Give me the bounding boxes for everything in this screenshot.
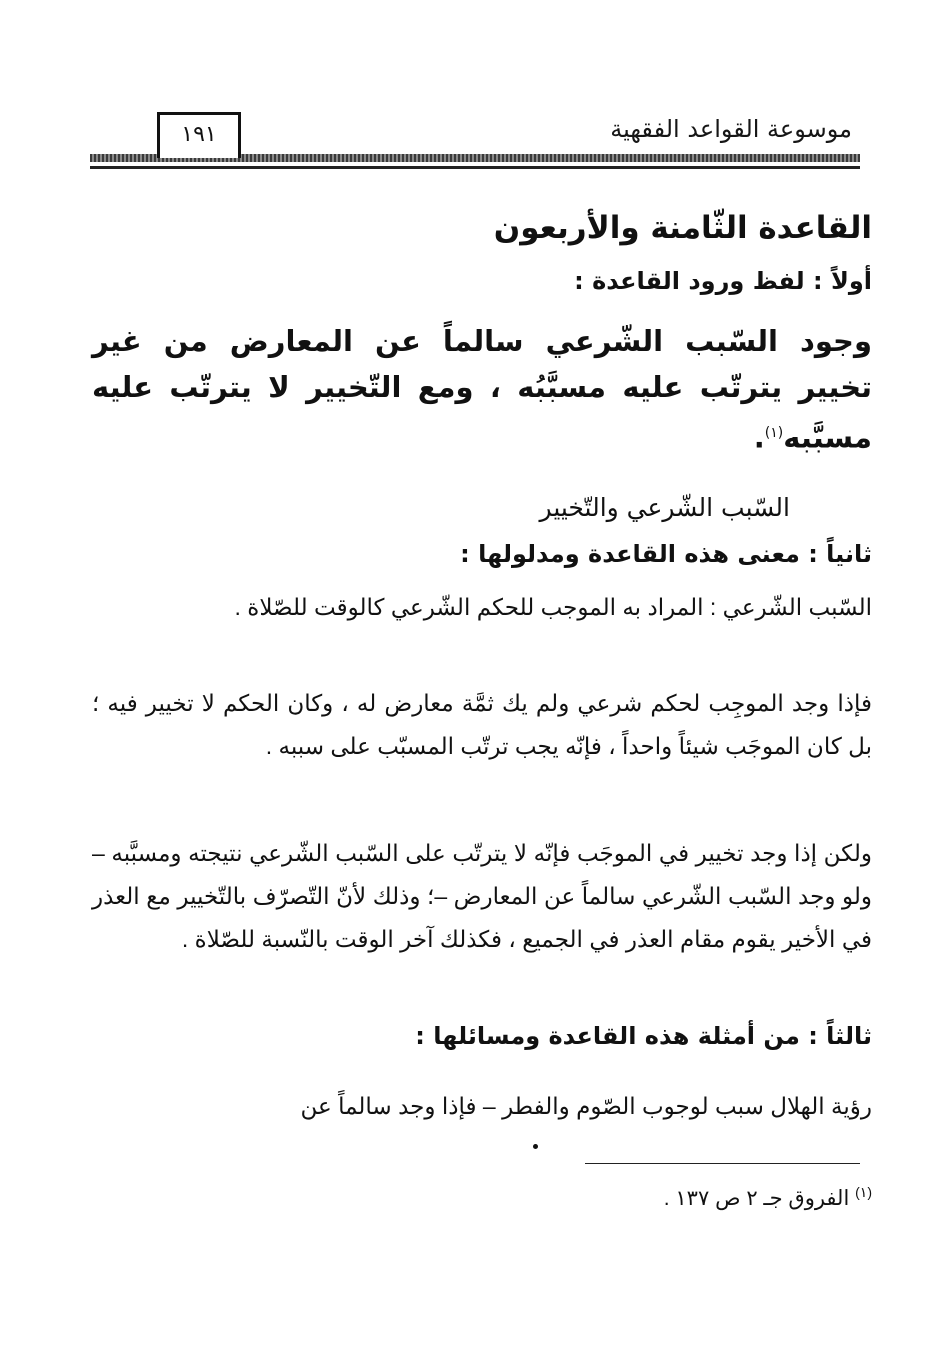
rule-end: . [753, 420, 765, 455]
paragraph-2: فإذا وجد الموجِب لحكم شرعي ولم يك ثمَّة معارض له ، وكان الحكم لا تخيير فيه ؛ بل كان الموجَب شيئاً واحداً ، فإنّه يجب ترتّب المسبّب على سببه . [92, 690, 872, 759]
footnote-marker: (١) [855, 1184, 872, 1200]
footnote-reference: (١) [764, 425, 784, 441]
part2-heading: ثانياً : معنى هذه القاعدة ومدلولها : [460, 540, 872, 568]
running-title: موسوعة القواعد الفقهية [610, 115, 852, 143]
rule-title: القاعدة الثّامنة والأربعون [493, 210, 872, 246]
paragraph-4: رؤية الهلال سبب لوجوب الصّوم والفطر – فإذا وجد سالماً عن [300, 1093, 872, 1119]
part3-heading: ثالثاً : من أمثلة هذه القاعدة ومسائلها : [415, 1022, 872, 1050]
rule-statement: وجود السّبب الشّرعي سالماً عن المعارض من غير تخيير يترتّب عليه مسبَّبُه ، ومع التّخيير لا يترتّب عليه مسبَّبه [92, 324, 872, 455]
part1-heading: أولاً : لفظ ورود القاعدة : [574, 267, 872, 295]
paragraph-1: السّبب الشّرعي : المراد به الموجب للحكم الشّرعي كالوقت للصّلاة . [234, 594, 872, 620]
footnote-rule [585, 1163, 860, 1164]
rule-text [92, 318, 872, 461]
header-rule-thin [90, 166, 860, 169]
topic-title: السّبب الشّرعي والتّخيير [539, 493, 790, 522]
paragraph-3: ولكن إذا وجد تخيير في الموجَب فإنّه لا يترتّب على السّبب الشّرعي نتيجته ومسبَّبه – ولو وجد السّبب الشّرعي سالماً عن المعارض –؛ وذلك لأنّ التّصرّف بالتّخيير مع العذر في الأخير يقوم مقام العذر في الجميع ، فكذلك آخر الوقت بالنّسبة للصّلاة . [92, 840, 872, 952]
stray-dot [533, 1144, 538, 1149]
footnote-text: الفروق جـ ٢ ص ١٣٧ . [663, 1187, 850, 1210]
footnote [92, 1176, 872, 1215]
page-number: ١٩١ [157, 112, 241, 158]
